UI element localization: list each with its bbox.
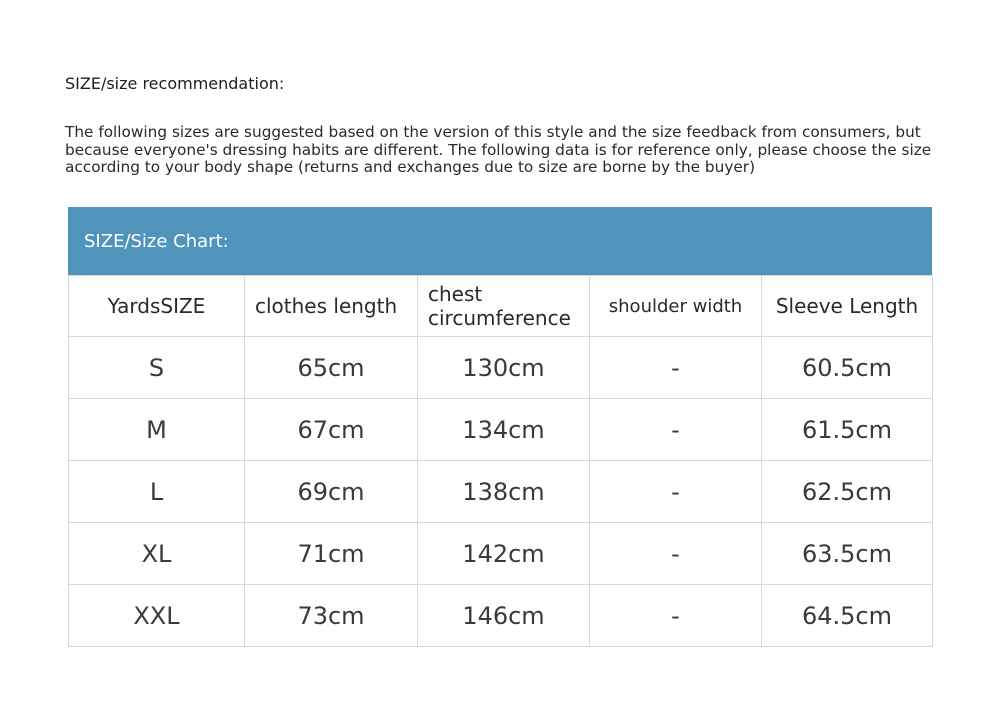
recommendation-title: SIZE/size recommendation: [65,74,285,93]
size-cell: S [69,337,245,399]
chest-cell: 146cm [418,585,590,647]
chest-cell: 134cm [418,399,590,461]
size-chart-title: SIZE/Size Chart: [68,207,932,275]
size-chart [68,207,932,647]
shoulder-cell: - [590,585,762,647]
sleeve-cell: 60.5cm [762,337,933,399]
table-row [69,399,933,461]
column-header-chest-circumference: chest circumference [418,276,590,337]
table-header-row [69,276,933,337]
size-cell: XXL [69,585,245,647]
sleeve-cell: 61.5cm [762,399,933,461]
size-cell: XL [69,523,245,585]
clothes-length-cell: 71cm [245,523,418,585]
chest-cell: 142cm [418,523,590,585]
shoulder-cell: - [590,461,762,523]
table-row [69,337,933,399]
shoulder-cell: - [590,399,762,461]
shoulder-cell: - [590,523,762,585]
clothes-length-cell: 65cm [245,337,418,399]
sleeve-cell: 63.5cm [762,523,933,585]
table-row [69,461,933,523]
sleeve-cell: 64.5cm [762,585,933,647]
column-header-size: YardsSIZE [69,276,245,337]
column-header-sleeve-length: Sleeve Length [762,276,933,337]
column-header-shoulder-width: shoulder width [590,276,762,337]
chest-cell: 130cm [418,337,590,399]
sleeve-cell: 62.5cm [762,461,933,523]
clothes-length-cell: 67cm [245,399,418,461]
size-table [68,275,933,647]
size-cell: L [69,461,245,523]
size-cell: M [69,399,245,461]
column-header-clothes-length: clothes length [245,276,418,337]
clothes-length-cell: 73cm [245,585,418,647]
table-row [69,585,933,647]
chest-cell: 138cm [418,461,590,523]
clothes-length-cell: 69cm [245,461,418,523]
shoulder-cell: - [590,337,762,399]
table-row [69,523,933,585]
recommendation-text: The following sizes are suggested based on the version of this style and the size feedback from consumers, but because everyone's dressing habits are different. The following data is for reference only, please choose the size according to your body shape (returns and exchanges due to size are borne by the buyer) [65,123,932,176]
